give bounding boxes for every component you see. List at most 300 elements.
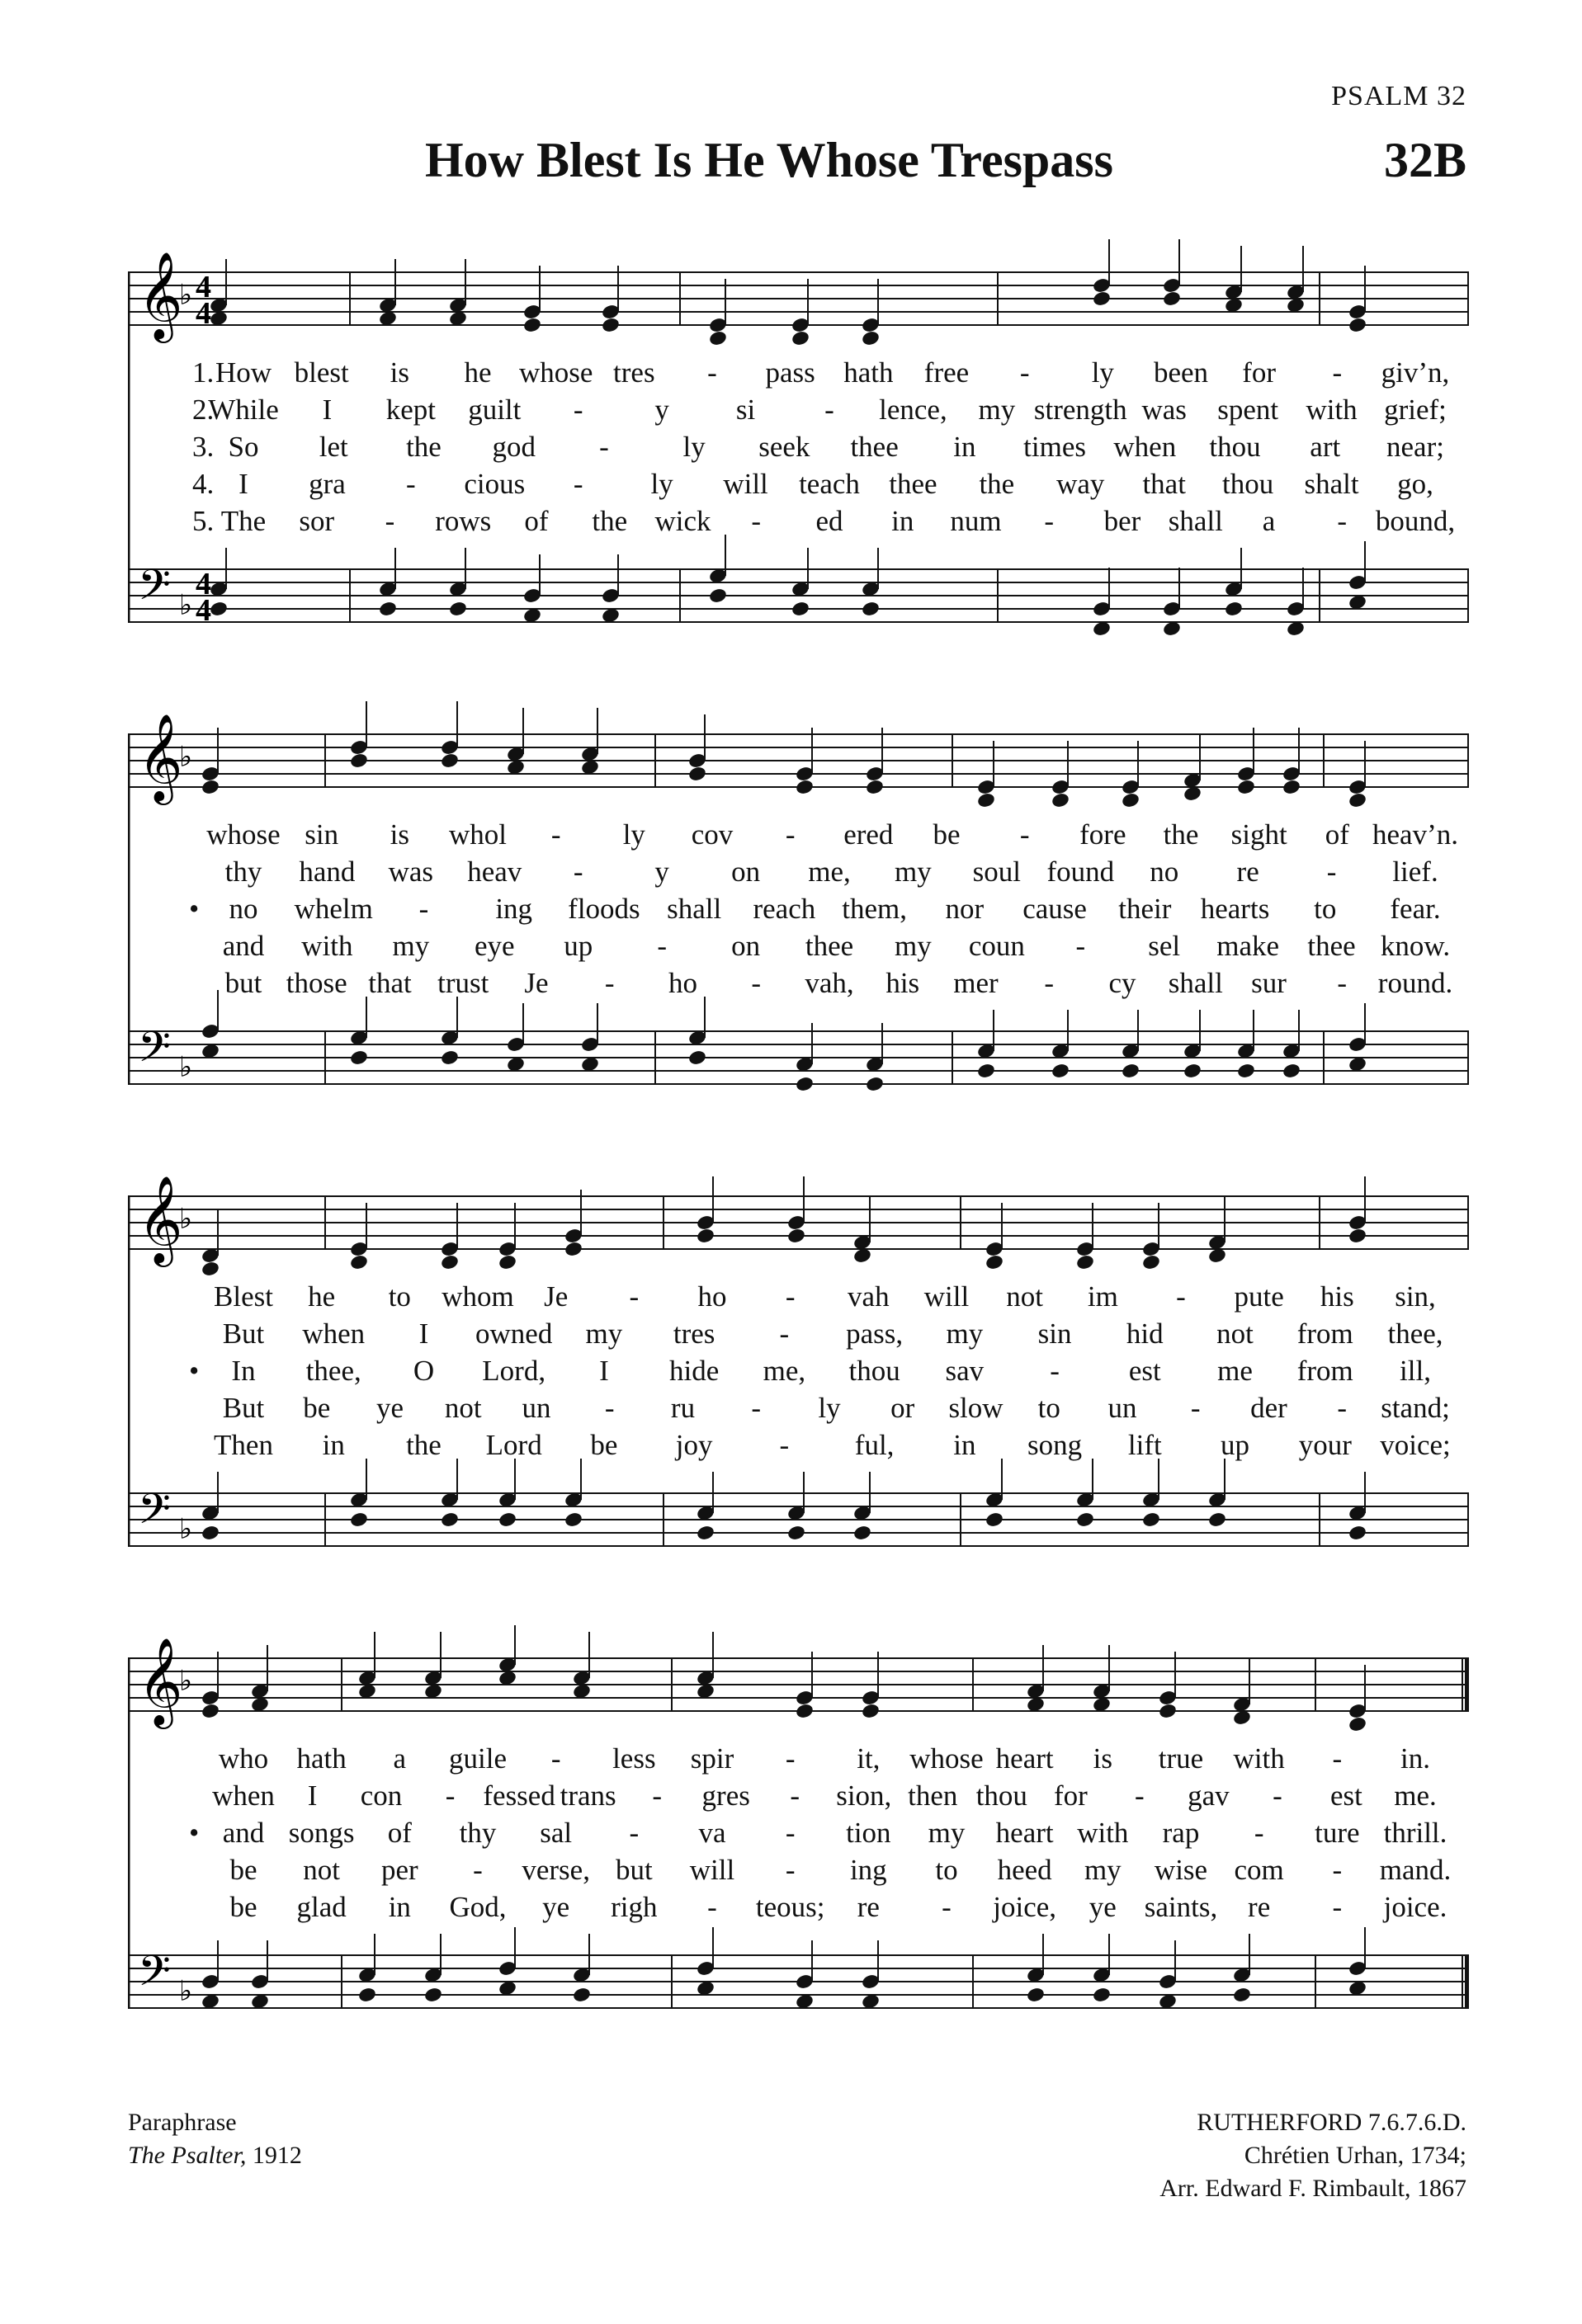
syllable: be — [229, 1854, 257, 1886]
syllable: im — [1087, 1280, 1118, 1313]
syllable: gres — [701, 1780, 750, 1812]
syllable: ing — [849, 1854, 887, 1886]
note-head — [1183, 1063, 1202, 1080]
flat-sign: ♭ — [179, 1050, 193, 1084]
syllable: sin — [1037, 1318, 1072, 1350]
hyphen: - — [1019, 356, 1030, 389]
treble-clef: 𝄞 — [138, 251, 183, 340]
hyphen: - — [779, 1429, 790, 1461]
syllable: I — [307, 1780, 318, 1812]
note-head — [1236, 1063, 1256, 1080]
note-head — [448, 601, 468, 618]
syllable: der — [1250, 1392, 1287, 1424]
syllable: But — [222, 1318, 265, 1350]
syllable: wick — [654, 505, 711, 537]
hyphen: - — [1332, 1742, 1343, 1775]
syllable: tres — [613, 356, 655, 389]
syllable: trans — [560, 1780, 616, 1812]
verse-number: 4. — [192, 468, 215, 500]
syllable: will — [723, 468, 768, 500]
syllable: trust — [437, 967, 489, 999]
syllable: bound, — [1375, 505, 1456, 537]
syllable: tres — [673, 1318, 715, 1350]
syllable: on — [731, 930, 761, 962]
hyphen: - — [1176, 1280, 1186, 1313]
syllable: my — [928, 1817, 966, 1849]
hyphen: - — [1044, 967, 1055, 999]
syllable: me, — [763, 1355, 806, 1387]
syllable: y — [654, 394, 669, 426]
syllable: god — [492, 431, 536, 463]
syllable: them, — [842, 893, 907, 925]
syllable: free — [923, 356, 970, 389]
syllable: seek — [758, 431, 810, 463]
note-head — [1141, 1511, 1161, 1529]
syllable: be — [229, 1891, 257, 1923]
syllable: a — [393, 1742, 407, 1775]
syllable: fessed — [483, 1780, 555, 1812]
syllable: with — [1233, 1742, 1285, 1775]
syllable: But — [222, 1392, 265, 1424]
hyphen: - — [652, 1780, 662, 1812]
syllable: spent — [1217, 394, 1279, 426]
bass-clef: 𝄢 — [138, 1021, 171, 1082]
syllable: ill, — [1400, 1355, 1431, 1387]
syllable: not — [1006, 1280, 1044, 1313]
syllable: vah — [848, 1280, 890, 1313]
syllable: fore — [1079, 818, 1126, 851]
hymn-number: 32B — [1383, 133, 1466, 187]
hyphen: - — [707, 1891, 717, 1923]
syllable: true — [1158, 1742, 1204, 1775]
syllable: heav — [467, 856, 522, 888]
syllable: those — [286, 967, 347, 999]
note-head — [440, 1254, 460, 1271]
note-head — [1282, 1063, 1301, 1080]
syllable: when — [212, 1780, 275, 1812]
syllable: no — [229, 893, 258, 925]
verse-marker: • — [189, 1817, 200, 1849]
syllable: ye — [1089, 1891, 1117, 1923]
syllable: va — [698, 1817, 726, 1849]
hyphen: - — [1332, 356, 1343, 389]
hyphen: - — [790, 1780, 800, 1812]
syllable: up — [1221, 1429, 1250, 1461]
note-head — [791, 601, 810, 618]
syllable: ly — [818, 1392, 841, 1424]
syllable: hid — [1126, 1318, 1164, 1350]
syllable: and — [222, 930, 265, 962]
syllable: the — [979, 468, 1015, 500]
source-year: 1912 — [252, 2142, 302, 2169]
tune-credit — [1159, 2106, 1466, 2205]
syllable: way — [1056, 468, 1105, 500]
syllable: the — [592, 505, 628, 537]
note-head — [861, 330, 881, 347]
syllable: will — [923, 1280, 970, 1313]
verse-line-4 — [128, 468, 1469, 504]
hyphen: - — [1254, 1817, 1264, 1849]
note-head — [1236, 779, 1256, 796]
syllable: teous; — [755, 1891, 825, 1923]
hyphen: - — [573, 394, 583, 426]
note-head — [791, 330, 810, 347]
verse-line-5 — [128, 1891, 1469, 1927]
syllable: that — [1142, 468, 1186, 500]
syllable: Je — [524, 967, 549, 999]
syllable: Then — [214, 1429, 273, 1461]
composer: Chrétien Urhan, 1734; — [1244, 2142, 1466, 2169]
syllable: when — [1113, 431, 1177, 463]
syllable: me — [1217, 1355, 1253, 1387]
syllable: shall — [1168, 505, 1223, 537]
syllable: O — [413, 1355, 435, 1387]
syllable: gra — [309, 468, 346, 500]
hyphen: - — [707, 356, 717, 389]
note-head — [976, 1063, 996, 1080]
syllable: hand — [299, 856, 356, 888]
syllable: rap — [1162, 1817, 1200, 1849]
syllable: ly — [682, 431, 706, 463]
syllable: wise — [1154, 1854, 1208, 1886]
bass-clef: 𝄢 — [138, 1945, 171, 2006]
hyphen: - — [1337, 967, 1348, 999]
hyphen: - — [1135, 1780, 1145, 1812]
syllable: whol — [449, 818, 507, 851]
syllable: of — [524, 505, 549, 537]
note-head — [1207, 1511, 1227, 1529]
syllable: to — [935, 1854, 958, 1886]
hymn-title: How Blest Is He Whose Trespass — [425, 133, 1113, 187]
syllable: he — [308, 1280, 336, 1313]
syllable: is — [390, 818, 410, 851]
syllable: his — [1320, 1280, 1354, 1313]
syllable: was — [1141, 394, 1187, 426]
syllable: hath — [843, 356, 894, 389]
syllable: the — [1163, 818, 1199, 851]
syllable: thou — [975, 1780, 1027, 1812]
hyphen: - — [779, 1318, 790, 1350]
verse-number: 3. — [192, 431, 215, 463]
note-head — [1348, 317, 1367, 334]
syllable: pass — [765, 356, 815, 389]
syllable: grief; — [1384, 394, 1447, 426]
flat-sign: ♭ — [179, 1512, 193, 1546]
note-head — [1224, 601, 1244, 618]
hyphen: - — [1326, 856, 1337, 888]
hyphen: - — [573, 856, 583, 888]
hyphen: - — [1332, 1854, 1343, 1886]
flat-sign: ♭ — [179, 1974, 193, 2008]
syllable: hath — [296, 1742, 347, 1775]
hyphen: - — [1273, 1780, 1282, 1812]
syllable: thy — [459, 1817, 497, 1849]
syllable: was — [388, 856, 434, 888]
syllable: eye — [474, 930, 515, 962]
syllable: floods — [568, 893, 640, 925]
syllable: thou — [1222, 468, 1274, 500]
note-head — [1348, 792, 1367, 809]
syllable: sel — [1148, 930, 1181, 962]
hyphen: - — [1050, 1355, 1060, 1387]
flat-sign: ♭ — [179, 1664, 193, 1698]
syllable: not — [303, 1854, 341, 1886]
syllable: I — [599, 1355, 609, 1387]
note-head — [786, 1525, 806, 1542]
syllable: tion — [846, 1817, 891, 1849]
note-head — [708, 587, 728, 605]
verse-line-2 — [128, 394, 1469, 430]
syllable: soul — [972, 856, 1022, 888]
hyphen: - — [1190, 1392, 1201, 1424]
note-head — [201, 1261, 220, 1278]
hyphen: - — [751, 1392, 762, 1424]
verse-line-5 — [128, 967, 1469, 1003]
time-signature: 4 — [196, 593, 211, 628]
hyphen: - — [1075, 930, 1086, 962]
syllable: that — [368, 967, 412, 999]
note-head — [865, 1076, 885, 1093]
note-head — [708, 330, 728, 347]
syllable: thy — [224, 856, 262, 888]
note-head — [201, 779, 220, 796]
note-head — [1158, 1703, 1178, 1720]
syllable: un — [1107, 1392, 1137, 1424]
syllable: giv’n, — [1381, 356, 1450, 389]
syllable: ho — [697, 1280, 727, 1313]
syllable: hearts — [1200, 893, 1270, 925]
syllable: found — [1046, 856, 1115, 888]
note-head — [378, 601, 398, 618]
syllable: whose — [909, 1742, 984, 1775]
syllable: ful, — [854, 1429, 895, 1461]
syllable: sin, — [1395, 1280, 1436, 1313]
flat-sign: ♭ — [179, 1202, 193, 1236]
syllable: ture — [1315, 1817, 1360, 1849]
note-head — [1282, 779, 1301, 796]
syllable: near; — [1386, 431, 1444, 463]
verse-line-1 — [128, 818, 1469, 855]
syllable: my — [895, 856, 932, 888]
syllable: mand. — [1379, 1854, 1452, 1886]
syllable: reach — [753, 893, 816, 925]
note-head — [1026, 1987, 1046, 2004]
note-head — [1348, 1716, 1367, 1733]
hyphen: - — [1332, 1891, 1343, 1923]
note-head — [865, 779, 885, 796]
source-title: The Psalter, — [128, 2142, 247, 2169]
verse-line-3 — [128, 431, 1469, 467]
note-head — [1162, 290, 1182, 308]
syllable: est — [1330, 1780, 1362, 1812]
syllable: thee — [805, 930, 854, 962]
syllable: in — [891, 505, 914, 537]
syllable: been — [1153, 356, 1209, 389]
syllable: in — [953, 1429, 976, 1461]
syllable: sion, — [836, 1780, 892, 1812]
syllable: in — [322, 1429, 345, 1461]
syllable: sin — [305, 818, 339, 851]
time-signature: 4 — [196, 567, 211, 601]
flat-sign: ♭ — [179, 588, 193, 622]
syllable: num — [950, 505, 1002, 537]
note-head — [985, 1511, 1004, 1529]
syllable: go, — [1397, 468, 1433, 500]
syllable: whose — [206, 818, 281, 851]
hyphen: - — [445, 1780, 456, 1812]
note-head — [795, 1076, 815, 1093]
hyphen: - — [385, 505, 395, 537]
time-signature: 4 — [196, 296, 211, 331]
syllable: be — [933, 818, 961, 851]
syllable: my — [895, 930, 932, 962]
note-head — [852, 1525, 872, 1542]
syllable: guilt — [468, 394, 522, 426]
note-head — [861, 601, 881, 618]
source-line — [128, 2139, 302, 2172]
hyphen: - — [785, 818, 796, 851]
syllable: ru — [670, 1392, 696, 1424]
syllable: sav — [945, 1355, 985, 1387]
syllable: song — [1027, 1429, 1083, 1461]
note-head — [1075, 1511, 1095, 1529]
note-head — [572, 1987, 592, 2004]
syllable: con — [360, 1780, 403, 1812]
syllable: nor — [945, 893, 985, 925]
verse-marker: • — [189, 893, 200, 925]
note-head — [985, 1254, 1004, 1271]
syllable: spir — [690, 1742, 734, 1775]
syllable: then — [908, 1780, 958, 1812]
syllable: or — [890, 1392, 915, 1424]
verse-marker: • — [189, 1355, 200, 1387]
paraphrase-label: Paraphrase — [128, 2109, 237, 2136]
syllable: whom — [442, 1280, 514, 1313]
syllable: per — [380, 1854, 418, 1886]
note-head — [861, 1703, 881, 1720]
note-head — [440, 1511, 460, 1529]
syllable: a — [1262, 505, 1276, 537]
note-head — [1051, 792, 1070, 809]
syllable: I — [322, 394, 333, 426]
final-barline — [1465, 1955, 1469, 2008]
syllable: cious — [464, 468, 526, 500]
hyphen: - — [657, 930, 667, 962]
syllable: I — [418, 1318, 429, 1350]
verse-line-1 — [128, 1742, 1469, 1779]
verse-line-2 — [128, 856, 1469, 892]
note-head — [349, 1511, 369, 1529]
verse-number: 2. — [192, 394, 215, 426]
syllable: lief. — [1392, 856, 1438, 888]
syllable: ho — [668, 967, 697, 999]
syllable: com — [1234, 1854, 1284, 1886]
syllable: heart — [995, 1817, 1054, 1849]
hyphen: - — [550, 818, 561, 851]
syllable: thee — [1307, 930, 1356, 962]
syllable: me, — [808, 856, 851, 888]
syllable: thou — [848, 1355, 900, 1387]
syllable: thrill. — [1383, 1817, 1447, 1849]
syllable: Lord, — [482, 1355, 546, 1387]
note-head — [1348, 1228, 1367, 1245]
hyphen: - — [1019, 818, 1030, 851]
syllable: in — [388, 1891, 411, 1923]
syllable: saints, — [1144, 1891, 1218, 1923]
syllable: make — [1216, 930, 1280, 962]
syllable: gav — [1188, 1780, 1230, 1812]
hyphen: - — [1044, 505, 1055, 537]
syllable: blest — [294, 356, 349, 389]
hyphen: - — [604, 1392, 615, 1424]
syllable: re — [1248, 1891, 1271, 1923]
syllable: sur — [1251, 967, 1287, 999]
hyphen: - — [785, 1280, 796, 1313]
syllable: pute — [1234, 1280, 1284, 1313]
syllable: it, — [857, 1742, 881, 1775]
syllable: verse, — [522, 1854, 590, 1886]
syllable: ing — [495, 893, 533, 925]
syllable: cy — [1108, 967, 1136, 999]
syllable: lence, — [879, 394, 947, 426]
syllable: art — [1310, 431, 1341, 463]
note-head — [349, 1254, 369, 1271]
psalm-label: PSALM 32 — [1331, 81, 1466, 111]
syllable: no — [1150, 856, 1179, 888]
note-head — [696, 1228, 715, 1245]
note-head — [498, 1254, 517, 1271]
syllable: ye — [542, 1891, 570, 1923]
syllable: times — [1023, 431, 1086, 463]
syllable: fear. — [1390, 893, 1441, 925]
syllable: thee — [850, 431, 899, 463]
syllable: In — [231, 1355, 256, 1387]
syllable: est — [1128, 1355, 1161, 1387]
syllable: ed — [815, 505, 843, 537]
syllable: songs — [288, 1817, 355, 1849]
syllable: the — [406, 431, 442, 463]
hyphen: - — [1337, 505, 1348, 537]
syllable: y — [654, 856, 669, 888]
syllable: my — [978, 394, 1016, 426]
note-head — [357, 1987, 377, 2004]
syllable: slow — [948, 1392, 1004, 1424]
syllable: my — [1084, 1854, 1122, 1886]
verse-line-4 — [128, 1854, 1469, 1890]
note-head — [201, 1703, 220, 1720]
syllable: glad — [296, 1891, 347, 1923]
syllable: for — [1242, 356, 1277, 389]
syllable: lift — [1127, 1429, 1162, 1461]
hyphen: - — [1337, 1392, 1348, 1424]
syllable: in. — [1400, 1742, 1430, 1775]
syllable: to — [1314, 893, 1337, 925]
hyphen: - — [573, 468, 583, 500]
syllable: whose — [518, 356, 593, 389]
syllable: not — [1216, 1318, 1254, 1350]
syllable: in — [953, 431, 976, 463]
syllable: strength — [1033, 394, 1127, 426]
syllable: cause — [1022, 893, 1087, 925]
syllable: the — [406, 1429, 442, 1461]
syllable: with — [301, 930, 353, 962]
syllable: is — [1093, 1742, 1113, 1775]
syllable: God, — [449, 1891, 507, 1923]
syllable: re — [1236, 856, 1259, 888]
syllable: joy — [675, 1429, 713, 1461]
syllable: hide — [669, 1355, 720, 1387]
syllable: his — [885, 967, 920, 999]
